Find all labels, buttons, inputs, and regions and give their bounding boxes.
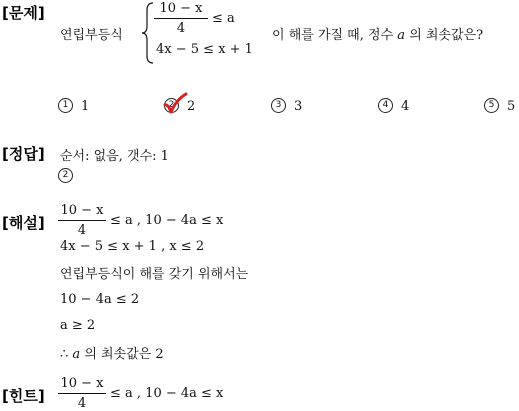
answer-line2: [58, 169, 81, 184]
choice-1[interactable]: [58, 99, 89, 114]
prompt-variable: a: [397, 28, 406, 43]
solution-line1-rest: ≤ a , 10 − 4a ≤ x: [110, 213, 224, 228]
solution-fraction: [58, 202, 106, 239]
choice-4[interactable]: [378, 99, 409, 114]
choice-marker: 3: [271, 98, 286, 113]
left-brace-icon: [141, 2, 155, 64]
fraction-denominator: 4: [176, 21, 186, 36]
choice-value: 5: [507, 99, 516, 114]
fraction-bar: [58, 220, 106, 221]
answer-marker: 2: [58, 168, 73, 183]
hint-fraction: [58, 375, 106, 411]
choice-marker: 5: [484, 98, 499, 113]
solution-line2: 4x − 5 ≤ x + 1 , x ≤ 2: [60, 239, 205, 254]
solution-line3: 연립부등식이 해를 갖기 위해서는: [60, 267, 249, 282]
checkmark-icon: [162, 91, 188, 117]
solution-variable: a: [72, 347, 81, 362]
choice-marker: 2: [164, 98, 179, 113]
choice-value: 2: [187, 99, 196, 114]
fraction-bar: [154, 18, 208, 19]
problem-eq2: 4x − 5 ≤ x + 1: [156, 42, 253, 57]
prompt-suffix-part1: 이 해를 가질 때, 정수: [272, 28, 394, 43]
fraction-numerator: 10 − x: [159, 1, 203, 16]
solution-value: 2: [155, 347, 164, 362]
choice-marker: 1: [58, 98, 73, 113]
choice-value: 1: [81, 99, 90, 114]
choice-value: 4: [401, 99, 410, 114]
fraction-numerator: 10 − x: [60, 376, 104, 391]
problem-eq1-relation: ≤ a: [212, 11, 235, 26]
answer-line1: 순서: 없음, 갯수: 1: [60, 149, 169, 164]
problem-prompt-prefix: 연립부등식: [60, 28, 123, 43]
prompt-suffix-part2: 의 최솟값은?: [409, 28, 484, 43]
solution-tag: [해설]: [2, 214, 45, 232]
choice-value: 3: [294, 99, 303, 114]
problem-prompt-suffix: [272, 24, 483, 43]
answer-tag: [정답]: [2, 145, 45, 163]
fraction-bar: [58, 393, 106, 394]
solution-conclusion-text: 의 최솟값은: [84, 347, 152, 362]
choice-3[interactable]: [271, 99, 302, 114]
fraction-numerator: 10 − x: [60, 203, 104, 218]
hint-rest: ≤ a , 10 − 4a ≤ x: [110, 386, 224, 401]
choice-marker: 4: [378, 98, 393, 113]
fraction-denominator: 4: [77, 396, 87, 411]
choice-5[interactable]: [484, 99, 515, 114]
problem-tag: [문제]: [2, 4, 45, 22]
solution-line6: [60, 343, 164, 362]
therefore-symbol: ∴: [60, 347, 69, 362]
solution-line5: a ≥ 2: [60, 318, 96, 333]
hint-tag: [힌트]: [2, 387, 45, 405]
solution-line4: 10 − 4a ≤ 2: [60, 292, 140, 307]
fraction-denominator: 4: [77, 223, 87, 238]
problem-fraction: [154, 0, 208, 37]
